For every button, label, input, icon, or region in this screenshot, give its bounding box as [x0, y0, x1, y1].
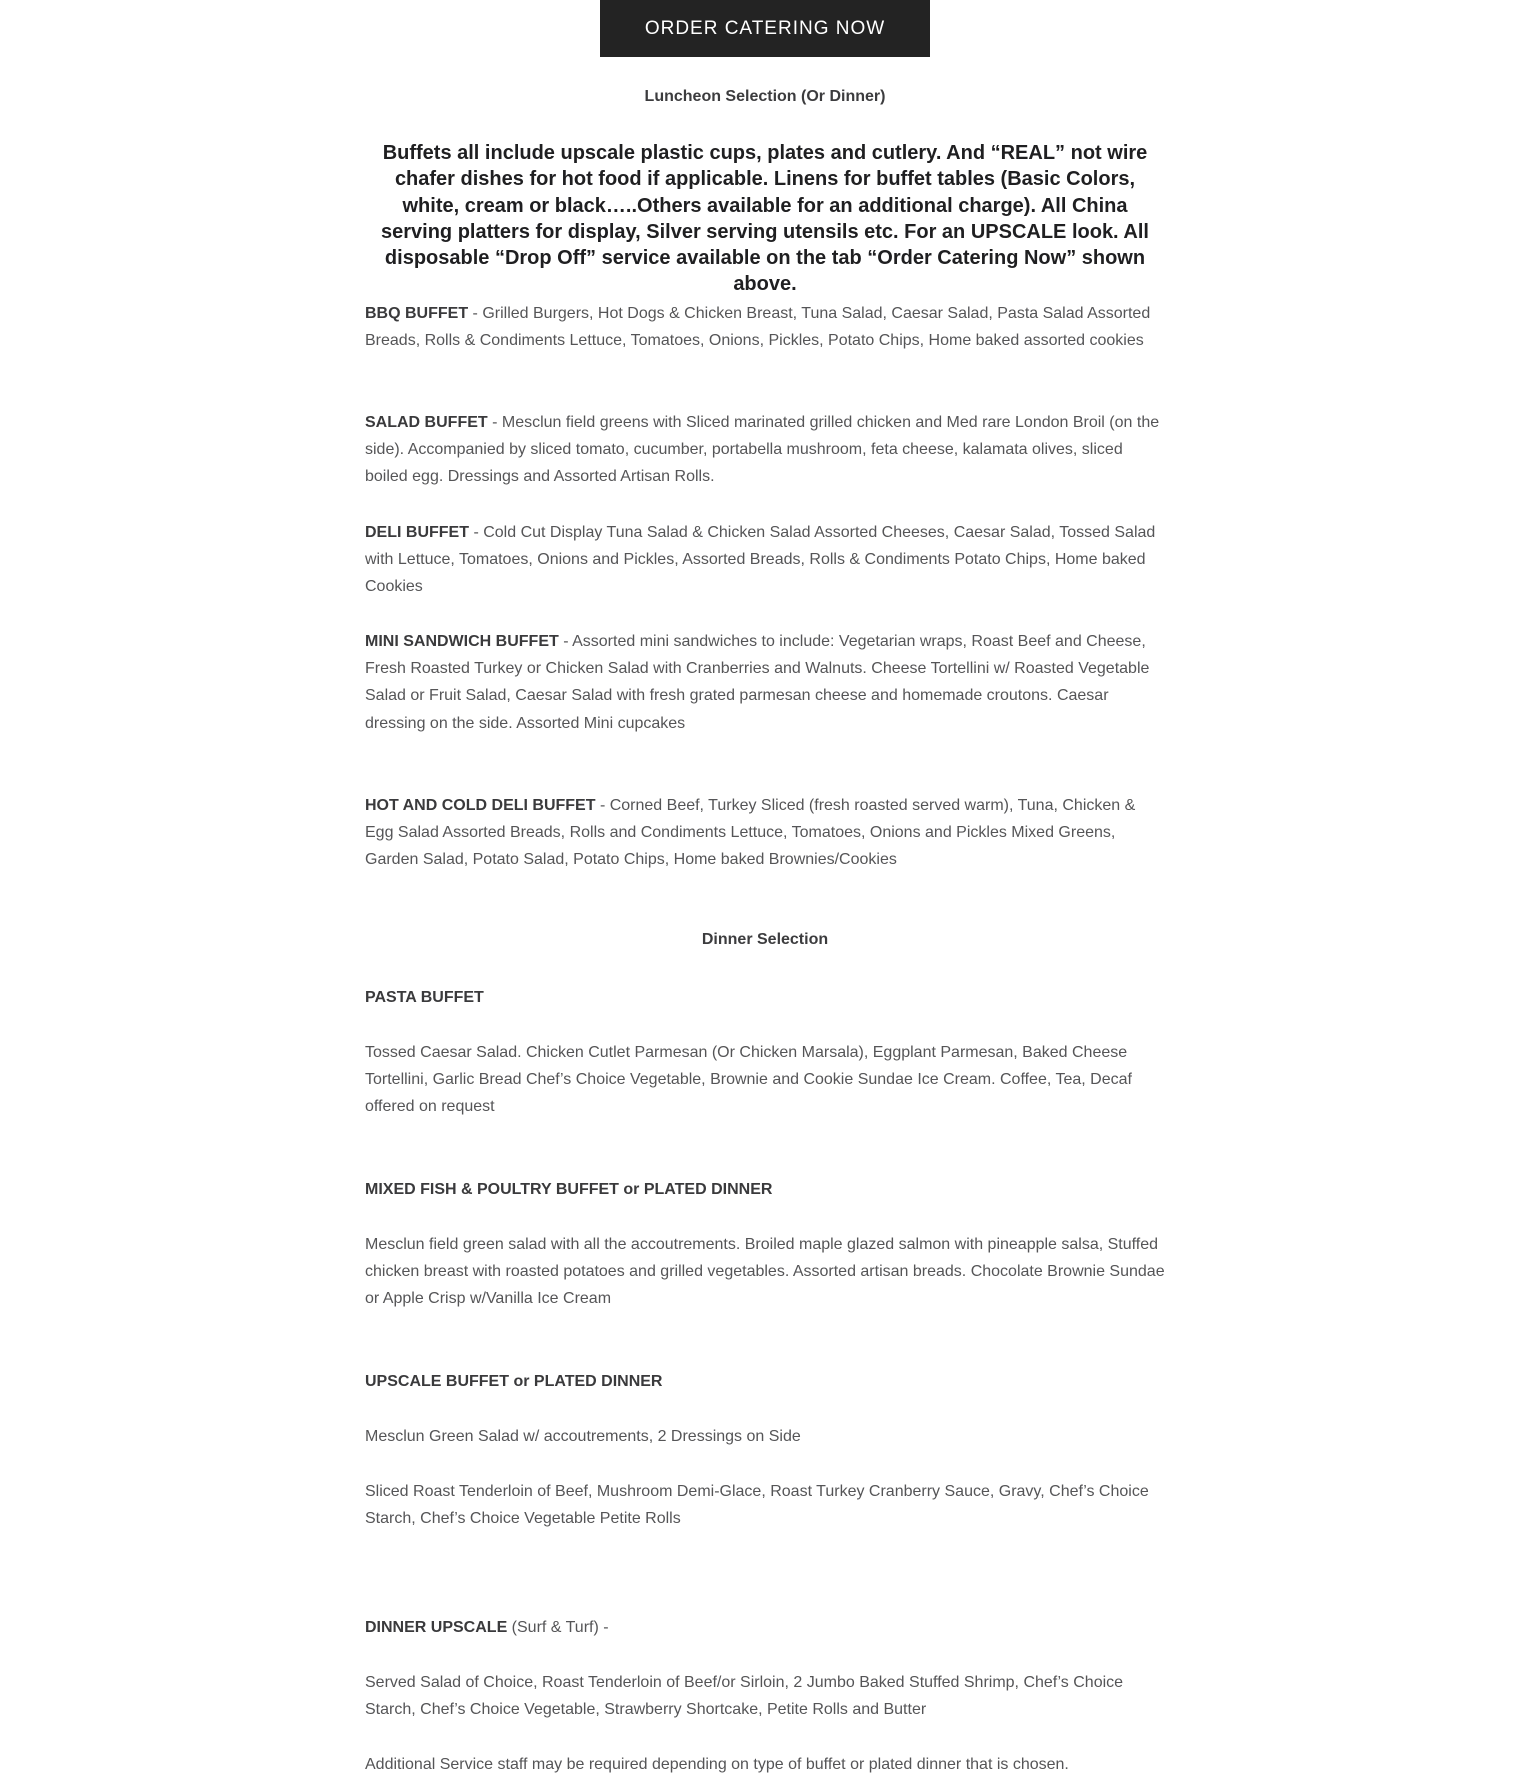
upscale-buffet-desc-salad: Mesclun Green Salad w/ accoutrements, 2 Dressings on Side — [365, 1428, 801, 1445]
menu-item-name: BBQ BUFFET — [365, 305, 469, 322]
upscale-buffet-desc-main: Sliced Roast Tenderloin of Beef, Mushroom Demi-Glace, Roast Turkey Cranberry Sauce, Gravy, Chef’s Choice Starch, Chef’s Choice Vegetable Petite Rolls — [365, 1483, 1149, 1528]
menu-item-bbq-buffet — [365, 300, 1165, 354]
menu-item-name: SALAD BUFFET — [365, 414, 488, 431]
menu-item-name: MINI SANDWICH BUFFET — [365, 633, 559, 650]
menu-item-deli-buffet — [365, 519, 1165, 601]
dinner-upscale-name: DINNER UPSCALE — [365, 1619, 508, 1636]
luncheon-heading: Luncheon Selection (Or Dinner) — [644, 88, 886, 105]
menu-item-desc: - Cold Cut Display Tuna Salad & Chicken Salad Assorted Cheeses, Caesar Salad, Tossed Salad with Lettuce, Tomatoes, Onions and Pickles, Assorted Breads, Rolls & Condiments Potato Chips, Home baked Cookies — [365, 524, 1156, 596]
menu-item-hot-cold-deli-buffet — [365, 792, 1165, 874]
dinner-upscale-title — [365, 1614, 1165, 1641]
menu-item-desc: - Corned Beef, Turkey Sliced (fresh roasted served warm), Tuna, Chicken & Egg Salad Assorted Breads, Rolls and Condiments Lettuce, Tomatoes, Onions and Pickles Mixed Greens, Garden Salad, Potato Salad, Potato Chips, Home baked Brownies/Cookies — [365, 797, 1136, 869]
dinner-heading: Dinner Selection — [701, 931, 829, 948]
service-staff-note: Additional Service staff may be required depending on type of buffet or plated dinner that is chosen. — [365, 1756, 1069, 1773]
catering-menu — [365, 0, 1165, 1773]
upscale-buffet-title: UPSCALE BUFFET or PLATED DINNER — [365, 1373, 663, 1390]
menu-item-name: DELI BUFFET — [365, 524, 469, 541]
dinner-upscale-suffix: (Surf & Turf) - — [507, 1619, 609, 1636]
pasta-buffet-desc: Tossed Caesar Salad. Chicken Cutlet Parmesan (Or Chicken Marsala), Eggplant Parmesan, Baked Cheese Tortellini, Garlic Bread Chef’s Choice Vegetable, Brownie and Cookie Sundae Ice Cream. Coffee, Tea, Decaf offered on request — [365, 1044, 1132, 1116]
menu-item-salad-buffet — [365, 409, 1165, 491]
menu-item-desc: - Grilled Burgers, Hot Dogs & Chicken Breast, Tuna Salad, Caesar Salad, Pasta Salad Assorted Breads, Rolls & Condiments Lettuce, Tomatoes, Onions, Pickles, Potato Chips, Home baked assorted cookies — [365, 305, 1151, 350]
cta-wrap — [365, 0, 1165, 57]
buffet-info-lead: Buffets all include upscale plastic cups, plates and cutlery. And “REAL” not wire chafer dishes for hot food if applicable. Linens for buffet tables (Basic Colors, white, cream or black…..Others available for an additional charge). All China serving platters for display, Silver serving utensils etc. For an UPSCALE look. All disposable “Drop Off” service available on the tab “Order Catering Now” shown above. — [381, 142, 1149, 296]
dinner-upscale-desc: Served Salad of Choice, Roast Tenderloin of Beef/or Sirloin, 2 Jumbo Baked Stuffed Shrimp, Chef’s Choice Starch, Chef’s Choice Vegetable, Strawberry Shortcake, Petite Rolls and Butter — [365, 1674, 1124, 1719]
menu-item-name: HOT AND COLD DELI BUFFET — [365, 797, 596, 814]
order-catering-now-button[interactable]: ORDER CATERING NOW — [600, 0, 930, 57]
mixed-fish-poultry-desc: Mesclun field green salad with all the accoutrements. Broiled maple glazed salmon with pineapple salsa, Stuffed chicken breast with roasted potatoes and grilled vegetables. Assorted artisan breads. Chocolate Brownie Sundae or Apple Crisp w/Vanilla Ice Cream — [365, 1236, 1165, 1308]
menu-item-desc: - Mesclun field greens with Sliced marinated grilled chicken and Med rare London Broil (on the side). Accompanied by sliced tomato, cucumber, portabella mushroom, feta cheese, kalamata olives, sliced boiled egg. Dressings and Assorted Artisan Rolls. — [365, 414, 1160, 486]
menu-item-mini-sandwich-buffet — [365, 628, 1165, 737]
menu-item-desc: - Assorted mini sandwiches to include: Vegetarian wraps, Roast Beef and Cheese, Fresh Roasted Turkey or Chicken Salad with Cranberries and Walnuts. Cheese Tortellini w/ Roasted Vegetable Salad or Fruit Salad, Caesar Salad with fresh grated parmesan cheese and homemade croutons. Caesar dressing on the side. Assorted Mini cupcakes — [365, 633, 1150, 732]
pasta-buffet-title: PASTA BUFFET — [365, 989, 484, 1006]
mixed-fish-poultry-title: MIXED FISH & POULTRY BUFFET or PLATED DINNER — [365, 1181, 773, 1198]
